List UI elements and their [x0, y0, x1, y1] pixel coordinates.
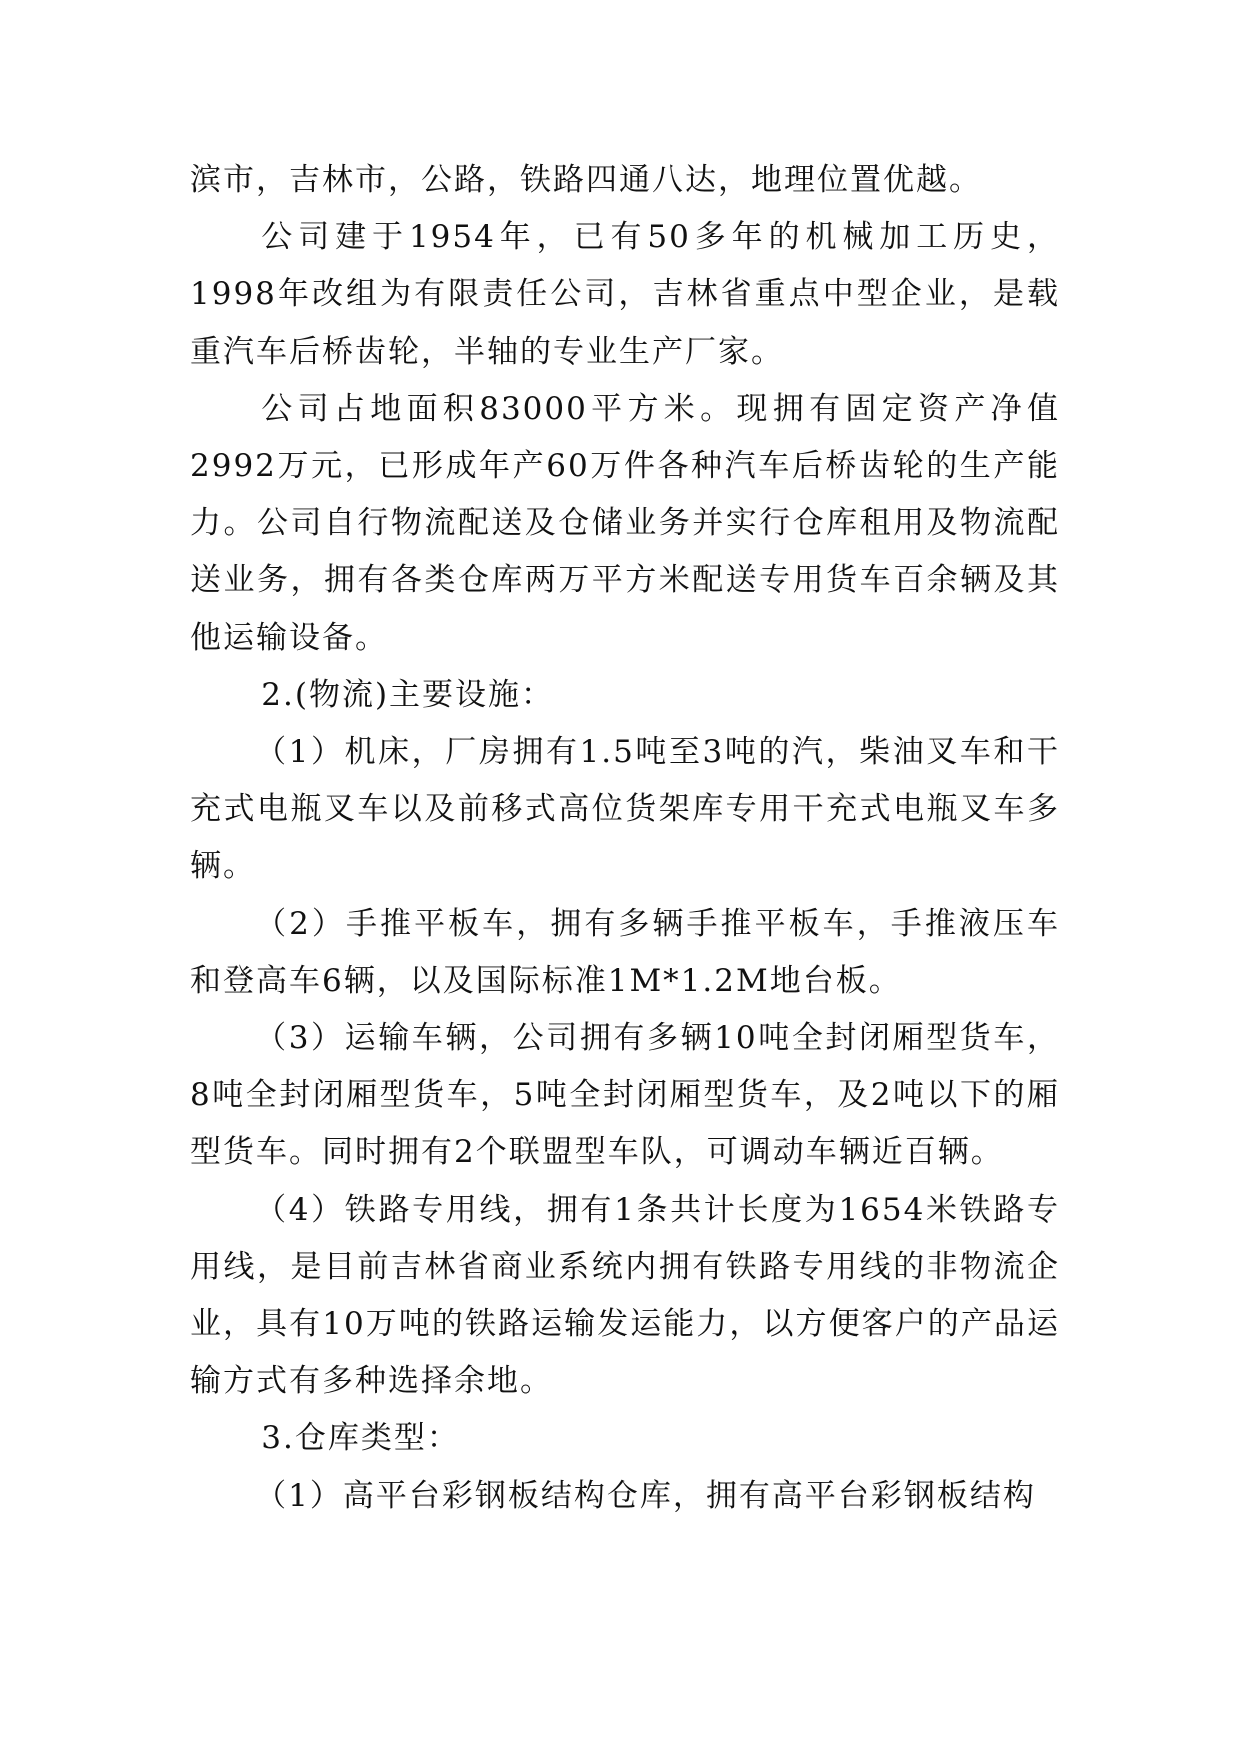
item-railway-line: （4）铁路专用线，拥有1条共计长度为1654米铁路专用线，是目前吉林省商业系统内拥有铁路专用线的非物流企业，具有10万吨的铁路运输发运能力，以方便客户的产品运输方式有多种选择余地。 [190, 1191, 1060, 1400]
heading-warehouse-types: 3.仓库类型： [261, 1420, 460, 1457]
item-transport-vehicles: （3）运输车辆，公司拥有多辆10吨全封闭厢型货车，8吨全封闭厢型货车，5吨全封闭厢型货车，及2吨以下的厢型货车。同时拥有2个联盟型车队，可调动车辆近百辆。 [190, 1020, 1060, 1171]
item-steel-warehouse: （1）高平台彩钢板结构仓库，拥有高平台彩钢板结构 [255, 1477, 1036, 1514]
heading-facilities: 2.(物流)主要设施： [261, 676, 555, 713]
item-machinery: （1）机床，厂房拥有1.5吨至3吨的汽，柴油叉车和干充式电瓶叉车以及前移式高位货架库专用干充式电瓶叉车多辆。 [190, 734, 1060, 885]
paragraph-history: 公司建于1954年，已有50多年的机械加工历史，1998年改组为有限责任公司，吉林省重点中型企业，是载重汽车后桥齿轮，半轴的专业生产厂家。 [190, 219, 1060, 370]
document-body [190, 152, 1060, 1525]
paragraph-assets: 公司占地面积83000平方米。现拥有固定资产净值2992万元，已形成年产60万件各种汽车后桥齿轮的生产能力。公司自行物流配送及仓储业务并实行仓库租用及物流配送业务，拥有各类仓库两万平方米配送专用货车百余辆及其他运输设备。 [190, 390, 1060, 656]
paragraph-location: 滨市，吉林市，公路，铁路四通八达，地理位置优越。 [190, 162, 982, 198]
item-hand-carts: （2）手推平板车，拥有多辆手推平板车，手推液压车和登高车6辆，以及国际标准1M*1.2M地台板。 [190, 905, 1060, 999]
